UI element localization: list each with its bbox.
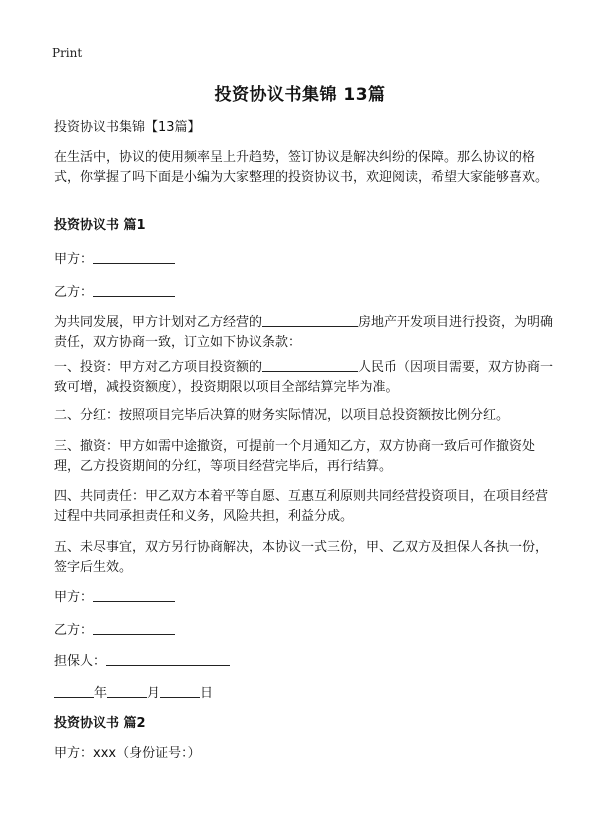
clause-text: 为共同发展，甲方计划对乙方经营的 bbox=[54, 315, 263, 330]
blank-line bbox=[262, 357, 358, 372]
intro-paragraph: 在生活中，协议的使用频率呈上升趋势，签订协议是解决纠纷的保障。那么协议的格式，你掌握了吗下面是小编为大家整理的投资协议书，欢迎阅读，希望大家能够喜欢。 bbox=[54, 150, 549, 185]
party-a-label: 甲方： bbox=[54, 590, 94, 605]
date-month-label: 月 bbox=[147, 686, 161, 701]
page-title: 投资协议书集锦 13篇 bbox=[214, 85, 386, 105]
subtitle: 投资协议书集锦【13篇】 bbox=[54, 120, 201, 135]
guarantor-label: 担保人： bbox=[54, 654, 107, 669]
party-a-label: 甲方： bbox=[54, 252, 94, 267]
print-link[interactable]: Print bbox=[52, 46, 83, 60]
clause-misc: 五、未尽事宜，双方另行协商解决，本协议一式三份，甲、乙双方及担保人各执一份，签字后生效。 bbox=[54, 540, 549, 575]
clause-dividends: 二、分红：按照项目完毕后决算的财务实际情况，以项目总投资额按比例分红。 bbox=[54, 408, 510, 423]
blank-line bbox=[160, 683, 200, 698]
blank-line bbox=[106, 651, 230, 666]
section-2-heading: 投资协议书 篇2 bbox=[54, 716, 146, 731]
section-1-heading: 投资协议书 篇1 bbox=[54, 218, 146, 233]
clause-investment bbox=[54, 357, 554, 398]
party-b-signature-line bbox=[54, 282, 554, 303]
section-2-party-a: 甲方：xxx（身份证号：） bbox=[54, 746, 201, 761]
blank-line bbox=[93, 282, 175, 297]
clause-purpose bbox=[54, 312, 554, 353]
clause-text: 一、投资：甲方对乙方项目投资额的 bbox=[54, 360, 263, 375]
blank-line bbox=[93, 587, 175, 602]
clause-withdrawal: 三、撤资：甲方如需中途撤资，可提前一个月通知乙方，双方协商一致后可作撤资处理，乙方投资期间的分红，等项目经营完毕后，再行结算。 bbox=[54, 439, 536, 474]
party-b-label: 乙方： bbox=[54, 285, 94, 300]
clause-text: 房地产开发项目进行投资，为明确责任，双方协商一致，订立如下协议条款： bbox=[54, 315, 554, 350]
blank-line bbox=[93, 620, 175, 635]
blank-line bbox=[54, 683, 94, 698]
blank-line bbox=[107, 683, 147, 698]
party-b-label: 乙方： bbox=[54, 623, 94, 638]
date-year-label: 年 bbox=[94, 686, 108, 701]
blank-line bbox=[262, 312, 358, 327]
date-line bbox=[54, 683, 554, 704]
guarantor-signature-line bbox=[54, 651, 554, 672]
blank-line bbox=[93, 249, 175, 264]
party-a-signature-line bbox=[54, 249, 554, 270]
party-a-signature-line-2 bbox=[54, 587, 554, 608]
clause-text: 人民币（因项目需要，双方协商一致可增，减投资额度），投资期限以项目全部结算完毕为准。 bbox=[54, 360, 554, 395]
clause-responsibility: 四、共同责任：甲乙双方本着平等自愿、互惠互利原则共同经营投资项目，在项目经营过程中共同承担责任和义务，风险共担，利益分成。 bbox=[54, 489, 549, 524]
date-day-label: 日 bbox=[200, 686, 214, 701]
party-b-signature-line-2 bbox=[54, 620, 554, 641]
